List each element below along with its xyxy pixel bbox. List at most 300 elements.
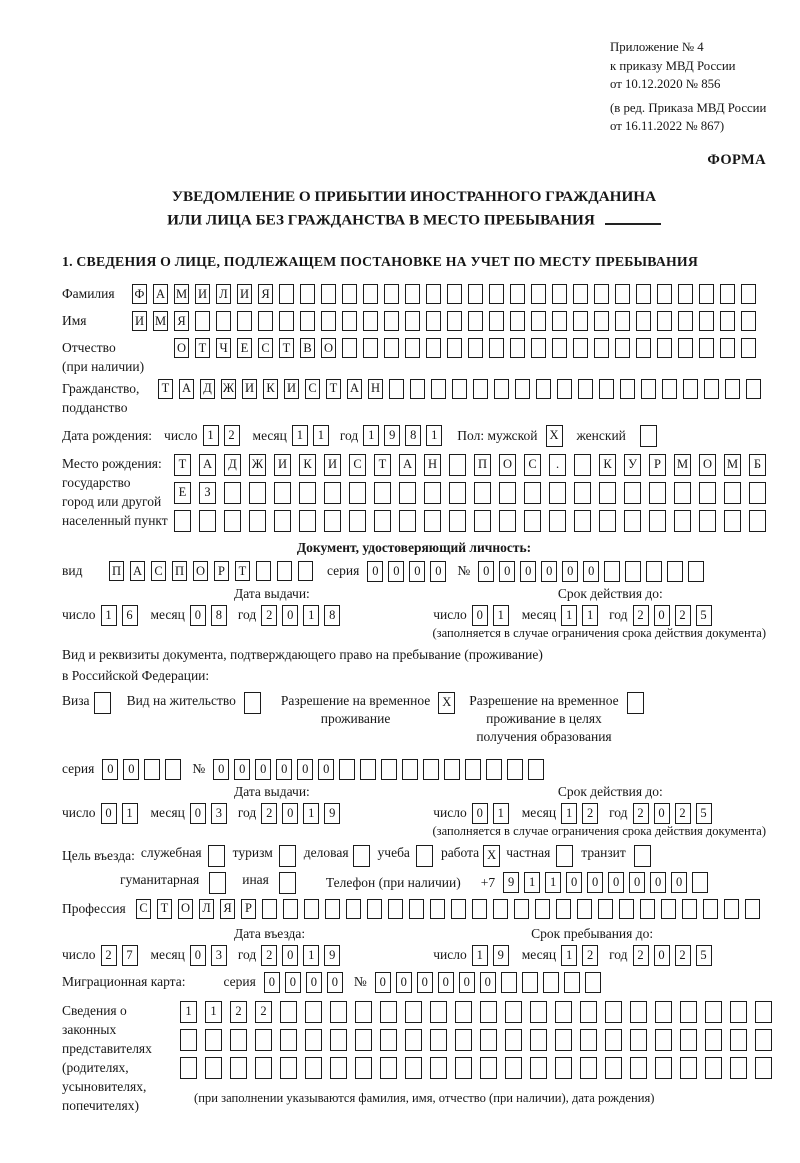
char-cell[interactable]: Д <box>200 379 215 399</box>
char-cell[interactable]: 0 <box>396 972 412 993</box>
char-cell[interactable] <box>279 284 294 304</box>
char-cell[interactable] <box>468 338 483 358</box>
char-cell[interactable] <box>531 284 546 304</box>
char-cell[interactable] <box>705 1029 722 1051</box>
char-cell[interactable]: Е <box>174 482 191 504</box>
char-cell[interactable] <box>505 1001 522 1023</box>
char-cell[interactable] <box>530 1057 547 1079</box>
char-cell[interactable] <box>524 510 541 532</box>
char-cell[interactable] <box>699 510 716 532</box>
char-cell[interactable] <box>524 482 541 504</box>
char-cell[interactable] <box>680 1001 697 1023</box>
char-cell[interactable]: Т <box>235 561 250 581</box>
char-cell[interactable]: 0 <box>629 872 645 893</box>
char-cell[interactable] <box>399 482 416 504</box>
char-cell[interactable] <box>405 1001 422 1023</box>
char-cell[interactable]: А <box>347 379 362 399</box>
char-cell[interactable] <box>543 972 559 993</box>
char-cell[interactable]: 0 <box>409 561 425 582</box>
char-cell[interactable] <box>486 759 502 780</box>
char-cell[interactable]: 2 <box>255 1001 272 1023</box>
char-cell[interactable]: 0 <box>375 972 391 993</box>
char-cell[interactable] <box>480 1029 497 1051</box>
char-cell[interactable]: 6 <box>122 605 138 626</box>
char-cell[interactable] <box>380 1057 397 1079</box>
purpose-checkbox[interactable] <box>279 845 296 867</box>
char-cell[interactable]: 0 <box>234 759 250 780</box>
char-cell[interactable] <box>530 1001 547 1023</box>
char-cell[interactable]: О <box>699 454 716 476</box>
char-cell[interactable]: 8 <box>405 425 421 446</box>
char-cell[interactable] <box>720 338 735 358</box>
char-cell[interactable] <box>552 338 567 358</box>
char-cell[interactable] <box>255 1057 272 1079</box>
char-cell[interactable] <box>615 284 630 304</box>
char-cell[interactable]: 2 <box>633 945 649 966</box>
char-cell[interactable] <box>624 510 641 532</box>
char-cell[interactable] <box>649 482 666 504</box>
char-cell[interactable] <box>405 1029 422 1051</box>
char-cell[interactable] <box>573 284 588 304</box>
char-cell[interactable] <box>389 379 404 399</box>
char-cell[interactable]: 0 <box>264 972 280 993</box>
char-cell[interactable]: И <box>132 311 147 331</box>
char-cell[interactable] <box>749 482 766 504</box>
char-cell[interactable]: 0 <box>583 561 599 582</box>
char-cell[interactable] <box>489 338 504 358</box>
char-cell[interactable]: Я <box>220 899 235 919</box>
char-cell[interactable] <box>262 899 277 919</box>
char-cell[interactable]: 0 <box>654 945 670 966</box>
char-cell[interactable]: А <box>179 379 194 399</box>
char-cell[interactable] <box>699 284 714 304</box>
char-cell[interactable] <box>473 379 488 399</box>
char-cell[interactable]: 1 <box>524 872 540 893</box>
char-cell[interactable]: Р <box>214 561 229 581</box>
char-cell[interactable] <box>305 1057 322 1079</box>
char-cell[interactable]: С <box>151 561 166 581</box>
char-cell[interactable]: 8 <box>211 605 227 626</box>
char-cell[interactable] <box>449 510 466 532</box>
purpose-checkbox[interactable] <box>416 845 433 867</box>
char-cell[interactable] <box>455 1001 472 1023</box>
char-cell[interactable] <box>745 899 760 919</box>
char-cell[interactable] <box>630 1057 647 1079</box>
char-cell[interactable] <box>531 311 546 331</box>
char-cell[interactable] <box>384 311 399 331</box>
char-cell[interactable] <box>730 1001 747 1023</box>
char-cell[interactable] <box>499 510 516 532</box>
char-cell[interactable] <box>688 561 704 582</box>
char-cell[interactable]: 0 <box>541 561 557 582</box>
char-cell[interactable] <box>577 899 592 919</box>
char-cell[interactable] <box>339 759 355 780</box>
char-cell[interactable]: О <box>321 338 336 358</box>
char-cell[interactable] <box>468 311 483 331</box>
char-cell[interactable]: 1 <box>561 945 577 966</box>
char-cell[interactable]: К <box>263 379 278 399</box>
char-cell[interactable] <box>594 311 609 331</box>
char-cell[interactable] <box>605 1001 622 1023</box>
purpose-checkbox[interactable] <box>634 845 651 867</box>
char-cell[interactable] <box>447 311 462 331</box>
char-cell[interactable]: 0 <box>459 972 475 993</box>
char-cell[interactable] <box>720 284 735 304</box>
char-cell[interactable] <box>655 1029 672 1051</box>
char-cell[interactable]: 2 <box>633 803 649 824</box>
char-cell[interactable] <box>494 379 509 399</box>
char-cell[interactable] <box>580 1001 597 1023</box>
char-cell[interactable]: Ж <box>221 379 236 399</box>
char-cell[interactable] <box>180 1057 197 1079</box>
char-cell[interactable] <box>455 1057 472 1079</box>
char-cell[interactable] <box>144 759 160 780</box>
char-cell[interactable] <box>489 311 504 331</box>
char-cell[interactable] <box>216 311 231 331</box>
char-cell[interactable] <box>557 379 572 399</box>
char-cell[interactable]: 0 <box>327 972 343 993</box>
char-cell[interactable] <box>424 482 441 504</box>
char-cell[interactable] <box>299 510 316 532</box>
char-cell[interactable]: 1 <box>493 605 509 626</box>
char-cell[interactable] <box>298 561 313 581</box>
char-cell[interactable] <box>703 899 718 919</box>
char-cell[interactable] <box>349 482 366 504</box>
char-cell[interactable]: К <box>599 454 616 476</box>
char-cell[interactable] <box>384 284 399 304</box>
char-cell[interactable] <box>274 510 291 532</box>
char-cell[interactable] <box>237 311 252 331</box>
char-cell[interactable]: 2 <box>582 803 598 824</box>
char-cell[interactable]: 0 <box>520 561 536 582</box>
char-cell[interactable]: Т <box>157 899 172 919</box>
char-cell[interactable] <box>480 1057 497 1079</box>
char-cell[interactable] <box>300 284 315 304</box>
char-cell[interactable] <box>574 454 591 476</box>
char-cell[interactable]: У <box>624 454 641 476</box>
char-cell[interactable] <box>667 561 683 582</box>
char-cell[interactable] <box>430 1029 447 1051</box>
char-cell[interactable]: 0 <box>472 803 488 824</box>
char-cell[interactable]: 0 <box>282 945 298 966</box>
char-cell[interactable] <box>342 284 357 304</box>
char-cell[interactable]: 0 <box>608 872 624 893</box>
char-cell[interactable] <box>580 1029 597 1051</box>
char-cell[interactable] <box>205 1057 222 1079</box>
char-cell[interactable] <box>342 338 357 358</box>
char-cell[interactable] <box>468 284 483 304</box>
char-cell[interactable]: 0 <box>297 759 313 780</box>
char-cell[interactable] <box>380 1029 397 1051</box>
char-cell[interactable] <box>640 899 655 919</box>
char-cell[interactable]: М <box>674 454 691 476</box>
char-cell[interactable]: 0 <box>255 759 271 780</box>
char-cell[interactable] <box>556 899 571 919</box>
char-cell[interactable] <box>705 1001 722 1023</box>
char-cell[interactable] <box>277 561 292 581</box>
char-cell[interactable]: Л <box>216 284 231 304</box>
char-cell[interactable] <box>624 482 641 504</box>
purpose-checkbox[interactable] <box>353 845 370 867</box>
char-cell[interactable] <box>574 510 591 532</box>
char-cell[interactable]: 0 <box>480 972 496 993</box>
char-cell[interactable] <box>360 759 376 780</box>
char-cell[interactable] <box>472 899 487 919</box>
char-cell[interactable]: 0 <box>650 872 666 893</box>
char-cell[interactable] <box>636 311 651 331</box>
char-cell[interactable] <box>657 284 672 304</box>
char-cell[interactable] <box>423 759 439 780</box>
char-cell[interactable] <box>514 899 529 919</box>
char-cell[interactable]: Ч <box>216 338 231 358</box>
char-cell[interactable]: 9 <box>493 945 509 966</box>
char-cell[interactable] <box>704 379 719 399</box>
char-cell[interactable] <box>430 1057 447 1079</box>
char-cell[interactable]: С <box>524 454 541 476</box>
char-cell[interactable] <box>507 759 523 780</box>
char-cell[interactable]: М <box>174 284 189 304</box>
char-cell[interactable] <box>474 482 491 504</box>
char-cell[interactable] <box>280 1001 297 1023</box>
char-cell[interactable] <box>274 482 291 504</box>
char-cell[interactable] <box>619 899 634 919</box>
char-cell[interactable] <box>355 1029 372 1051</box>
char-cell[interactable] <box>528 759 544 780</box>
char-cell[interactable]: 2 <box>261 605 277 626</box>
char-cell[interactable] <box>230 1029 247 1051</box>
char-cell[interactable]: 1 <box>205 1001 222 1023</box>
char-cell[interactable] <box>741 284 756 304</box>
char-cell[interactable] <box>657 338 672 358</box>
char-cell[interactable]: М <box>724 454 741 476</box>
char-cell[interactable] <box>599 482 616 504</box>
char-cell[interactable] <box>280 1057 297 1079</box>
char-cell[interactable] <box>349 510 366 532</box>
char-cell[interactable]: 1 <box>180 1001 197 1023</box>
char-cell[interactable] <box>505 1029 522 1051</box>
female-checkbox[interactable] <box>640 425 657 447</box>
char-cell[interactable] <box>594 284 609 304</box>
char-cell[interactable]: 2 <box>101 945 117 966</box>
char-cell[interactable]: 0 <box>213 759 229 780</box>
char-cell[interactable]: М <box>153 311 168 331</box>
char-cell[interactable] <box>430 899 445 919</box>
char-cell[interactable] <box>195 311 210 331</box>
char-cell[interactable] <box>321 284 336 304</box>
char-cell[interactable] <box>680 1057 697 1079</box>
char-cell[interactable] <box>304 899 319 919</box>
char-cell[interactable] <box>381 759 397 780</box>
char-cell[interactable] <box>536 379 551 399</box>
char-cell[interactable]: 0 <box>671 872 687 893</box>
char-cell[interactable] <box>699 311 714 331</box>
char-cell[interactable]: 0 <box>276 759 292 780</box>
char-cell[interactable] <box>661 899 676 919</box>
char-cell[interactable] <box>636 338 651 358</box>
char-cell[interactable]: 0 <box>587 872 603 893</box>
char-cell[interactable] <box>480 1001 497 1023</box>
char-cell[interactable]: 3 <box>211 803 227 824</box>
char-cell[interactable] <box>605 1057 622 1079</box>
visa-checkbox[interactable] <box>94 692 111 714</box>
char-cell[interactable] <box>402 759 418 780</box>
char-cell[interactable]: Т <box>158 379 173 399</box>
char-cell[interactable]: Н <box>368 379 383 399</box>
char-cell[interactable]: О <box>499 454 516 476</box>
char-cell[interactable]: 0 <box>101 803 117 824</box>
char-cell[interactable]: 1 <box>101 605 117 626</box>
male-checkbox[interactable]: X <box>546 425 563 447</box>
char-cell[interactable] <box>305 1029 322 1051</box>
char-cell[interactable]: 1 <box>303 945 319 966</box>
char-cell[interactable]: П <box>172 561 187 581</box>
char-cell[interactable] <box>552 284 567 304</box>
char-cell[interactable] <box>465 759 481 780</box>
char-cell[interactable]: 0 <box>123 759 139 780</box>
char-cell[interactable] <box>165 759 181 780</box>
char-cell[interactable] <box>205 1029 222 1051</box>
char-cell[interactable] <box>555 1029 572 1051</box>
char-cell[interactable] <box>180 1029 197 1051</box>
char-cell[interactable] <box>501 972 517 993</box>
char-cell[interactable]: 1 <box>303 803 319 824</box>
char-cell[interactable] <box>499 482 516 504</box>
char-cell[interactable] <box>363 284 378 304</box>
char-cell[interactable]: 0 <box>190 605 206 626</box>
char-cell[interactable] <box>678 284 693 304</box>
char-cell[interactable]: П <box>109 561 124 581</box>
char-cell[interactable] <box>493 899 508 919</box>
char-cell[interactable] <box>655 1057 672 1079</box>
char-cell[interactable] <box>625 561 641 582</box>
purpose-checkbox[interactable] <box>209 872 226 894</box>
char-cell[interactable]: 1 <box>303 605 319 626</box>
char-cell[interactable]: С <box>258 338 273 358</box>
char-cell[interactable]: Я <box>258 284 273 304</box>
char-cell[interactable]: 2 <box>224 425 240 446</box>
char-cell[interactable] <box>174 510 191 532</box>
char-cell[interactable]: 1 <box>582 605 598 626</box>
char-cell[interactable]: 2 <box>582 945 598 966</box>
char-cell[interactable]: 0 <box>388 561 404 582</box>
char-cell[interactable]: 1 <box>203 425 219 446</box>
char-cell[interactable] <box>620 379 635 399</box>
char-cell[interactable]: 2 <box>675 803 691 824</box>
char-cell[interactable]: 0 <box>430 561 446 582</box>
char-cell[interactable] <box>380 1001 397 1023</box>
char-cell[interactable]: 2 <box>230 1001 247 1023</box>
char-cell[interactable]: Р <box>649 454 666 476</box>
char-cell[interactable] <box>510 311 525 331</box>
char-cell[interactable] <box>363 311 378 331</box>
char-cell[interactable]: С <box>349 454 366 476</box>
char-cell[interactable]: С <box>136 899 151 919</box>
char-cell[interactable] <box>655 1001 672 1023</box>
purpose-checkbox[interactable]: X <box>483 845 500 867</box>
char-cell[interactable] <box>409 899 424 919</box>
char-cell[interactable]: 9 <box>324 803 340 824</box>
char-cell[interactable] <box>749 510 766 532</box>
char-cell[interactable] <box>552 311 567 331</box>
char-cell[interactable] <box>355 1001 372 1023</box>
char-cell[interactable] <box>342 311 357 331</box>
char-cell[interactable] <box>424 510 441 532</box>
char-cell[interactable]: 3 <box>211 945 227 966</box>
char-cell[interactable] <box>535 899 550 919</box>
char-cell[interactable] <box>682 899 697 919</box>
char-cell[interactable] <box>585 972 601 993</box>
char-cell[interactable] <box>330 1057 347 1079</box>
char-cell[interactable] <box>299 482 316 504</box>
char-cell[interactable]: 5 <box>696 803 712 824</box>
char-cell[interactable] <box>355 1057 372 1079</box>
char-cell[interactable]: 0 <box>190 945 206 966</box>
char-cell[interactable] <box>388 899 403 919</box>
char-cell[interactable]: 1 <box>122 803 138 824</box>
char-cell[interactable] <box>449 454 466 476</box>
char-cell[interactable] <box>346 899 361 919</box>
char-cell[interactable] <box>531 338 546 358</box>
char-cell[interactable]: В <box>300 338 315 358</box>
char-cell[interactable]: 0 <box>190 803 206 824</box>
char-cell[interactable] <box>549 510 566 532</box>
char-cell[interactable] <box>692 872 708 893</box>
char-cell[interactable]: 9 <box>384 425 400 446</box>
char-cell[interactable] <box>649 510 666 532</box>
char-cell[interactable] <box>455 1029 472 1051</box>
char-cell[interactable] <box>447 338 462 358</box>
char-cell[interactable]: 0 <box>562 561 578 582</box>
char-cell[interactable] <box>573 311 588 331</box>
char-cell[interactable] <box>599 510 616 532</box>
char-cell[interactable]: Н <box>424 454 441 476</box>
char-cell[interactable]: 1 <box>426 425 442 446</box>
char-cell[interactable] <box>426 311 441 331</box>
char-cell[interactable] <box>451 899 466 919</box>
char-cell[interactable] <box>300 311 315 331</box>
char-cell[interactable] <box>741 338 756 358</box>
char-cell[interactable] <box>683 379 698 399</box>
char-cell[interactable] <box>594 338 609 358</box>
char-cell[interactable] <box>405 1057 422 1079</box>
char-cell[interactable] <box>755 1001 772 1023</box>
char-cell[interactable] <box>279 311 294 331</box>
char-cell[interactable] <box>447 284 462 304</box>
char-cell[interactable] <box>505 1057 522 1079</box>
char-cell[interactable]: А <box>153 284 168 304</box>
char-cell[interactable]: А <box>199 454 216 476</box>
char-cell[interactable] <box>678 311 693 331</box>
char-cell[interactable] <box>363 338 378 358</box>
char-cell[interactable] <box>630 1001 647 1023</box>
char-cell[interactable] <box>405 284 420 304</box>
char-cell[interactable] <box>662 379 677 399</box>
char-cell[interactable] <box>564 972 580 993</box>
char-cell[interactable] <box>399 510 416 532</box>
char-cell[interactable]: И <box>242 379 257 399</box>
char-cell[interactable] <box>367 899 382 919</box>
char-cell[interactable] <box>374 510 391 532</box>
char-cell[interactable]: 0 <box>478 561 494 582</box>
char-cell[interactable]: Л <box>199 899 214 919</box>
char-cell[interactable] <box>724 899 739 919</box>
char-cell[interactable]: 0 <box>282 803 298 824</box>
char-cell[interactable] <box>426 284 441 304</box>
char-cell[interactable] <box>730 1057 747 1079</box>
char-cell[interactable] <box>324 510 341 532</box>
char-cell[interactable]: 2 <box>261 945 277 966</box>
char-cell[interactable]: Т <box>279 338 294 358</box>
